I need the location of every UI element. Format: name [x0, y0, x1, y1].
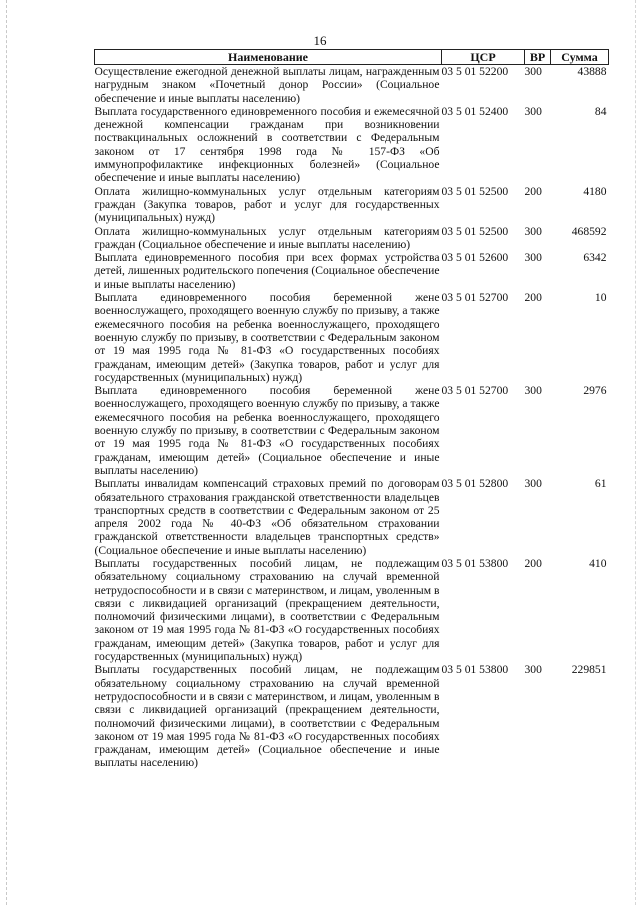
row-sum: 84	[594, 104, 607, 118]
header-name: Наименование	[95, 50, 442, 65]
table-row	[95, 477, 609, 557]
table-row	[95, 65, 609, 105]
row-name: Выплаты государственных пособий лицам, не подлежащим обязательному социальному страхованию на случай временной нетрудоспособности и в связи с материнством, и лицам, уволенным в связи с ликвидацией организаций (прекращением деятельности, полномочий физическими лицами), в соответствии с Федеральным законом от 19 мая 1995 года № 81-ФЗ «О государственных пособиях гражданам, имеющим детей» (Закупка товаров, работ и услуг для государственных (муниципальных) нужд)	[94, 556, 440, 664]
row-vr: 300	[524, 384, 542, 398]
row-sum: 10	[594, 291, 607, 305]
table-header-row	[95, 50, 609, 65]
row-name: Выплата единовременного пособия при всех формах устройства детей, лишенных родительского попечения (Социальное обеспечение и иные выплаты населению)	[94, 251, 440, 291]
row-csr: 03 5 01 52200	[441, 65, 509, 78]
row-csr: 03 5 01 52700	[441, 291, 509, 305]
row-vr: 200	[524, 556, 542, 570]
row-vr: 200	[524, 291, 542, 305]
header-vr: ВР	[525, 50, 551, 65]
row-csr: 03 5 01 52600	[441, 251, 509, 265]
row-sum: 2976	[583, 384, 607, 398]
table-row	[95, 225, 609, 252]
row-name: Выплата единовременного пособия беременной жене военнослужащего, проходящего военную службу по призыву, а также ежемесячного пособия на ребенка военнослужащего, проходящего военную службу по призыву, в соответствии с Федеральным законом от 19 мая 1995 года № 81-ФЗ «О государственных пособиях гражданам, имеющим детей» (Социальное обеспечение и иные выплаты населению)	[94, 384, 440, 477]
row-name: Выплаты государственных пособий лицам, не подлежащим обязательному социальному страхованию на случай временной нетрудоспособности и в связи с материнством, и лицам, уволенным в связи с ликвидацией организаций (прекращением деятельности, полномочий физическими лицами), в соответствии с Федеральным законом от 19 мая 1995 года № 81-ФЗ «О государственных пособиях гражданам, имеющим детей» (Социальное обеспечение и иные выплаты населению)	[94, 663, 440, 770]
table-row	[95, 663, 609, 769]
row-sum: 229851	[571, 663, 607, 677]
row-csr: 03 5 01 53800	[441, 556, 509, 570]
row-csr: 03 5 01 52700	[441, 384, 509, 398]
header-csr: ЦСР	[442, 50, 525, 65]
row-sum: 410	[589, 556, 607, 570]
header-sum: Сумма	[551, 50, 609, 65]
row-vr: 200	[524, 184, 542, 198]
scan-edge-right	[635, 0, 636, 905]
row-sum: 6342	[583, 251, 607, 265]
row-name: Выплаты инвалидам компенсаций страховых премий по договорам обязательного страхования гражданской ответственности владельцев транспортных средств в соответствии с Федеральным законом от 25 апреля 2002 года № 40-ФЗ «Об обязательном страховании гражданской ответственности владельцев транспортных средств» (Социальное обеспечение и иные выплаты населению)	[94, 477, 440, 557]
row-vr: 300	[524, 104, 542, 118]
row-csr: 03 5 01 53800	[441, 663, 509, 677]
page-number: 16	[313, 33, 327, 48]
row-sum: 4180	[583, 184, 607, 198]
table-row	[95, 105, 609, 185]
row-name: Выплата государственного единовременного пособия и ежемесячной денежной компенсации гражданам при возникновении поствакцинальных осложнений в соответствии с Федеральным законом от 17 сентября 1998 года № 157-ФЗ «Об иммунопрофилактике инфекционных болезней» (Социальное обеспечение и иные выплаты населению)	[94, 104, 440, 185]
row-vr: 300	[524, 477, 542, 491]
budget-table	[94, 49, 609, 770]
row-name: Выплата единовременного пособия беременной жене военнослужащего, проходящего военную службу по призыву, а также ежемесячного пособия на ребенка военнослужащего, проходящего военную службу по призыву, в соответствии с Федеральным законом от 19 мая 1995 года № 81-ФЗ «О государственных пособиях гражданам, имеющим детей» (Закупка товаров, работ и услуг для государственных (муниципальных) нужд)	[94, 291, 440, 384]
table-row	[95, 251, 609, 291]
table-row	[95, 185, 609, 225]
row-vr: 300	[524, 663, 542, 677]
table-row	[95, 557, 609, 663]
row-csr: 03 5 01 52800	[441, 477, 509, 491]
row-csr: 03 5 01 52500	[441, 224, 509, 238]
row-vr: 300	[524, 65, 542, 78]
table-row	[95, 384, 609, 477]
row-name: Оплата жилищно-коммунальных услуг отдельным категориям граждан (Социальное обеспечение и иные выплаты населению)	[94, 224, 440, 251]
row-vr: 300	[524, 251, 542, 265]
row-sum: 61	[594, 477, 607, 491]
row-sum: 468592	[571, 224, 607, 238]
row-sum: 43888	[577, 65, 607, 78]
row-csr: 03 5 01 52400	[441, 104, 509, 118]
row-name: Осуществление ежегодной денежной выплаты лицам, награжденным нагрудным знаком «Почетный донор России» (Социальное обеспечение и иные выплаты населению)	[94, 65, 440, 105]
row-vr: 300	[524, 224, 542, 238]
table-row	[95, 291, 609, 384]
scan-edge-left	[6, 0, 7, 905]
row-name: Оплата жилищно-коммунальных услуг отдельным категориям граждан (Закупка товаров, работ и услуг для государственных (муниципальных) нужд)	[94, 184, 440, 225]
row-csr: 03 5 01 52500	[441, 184, 509, 198]
